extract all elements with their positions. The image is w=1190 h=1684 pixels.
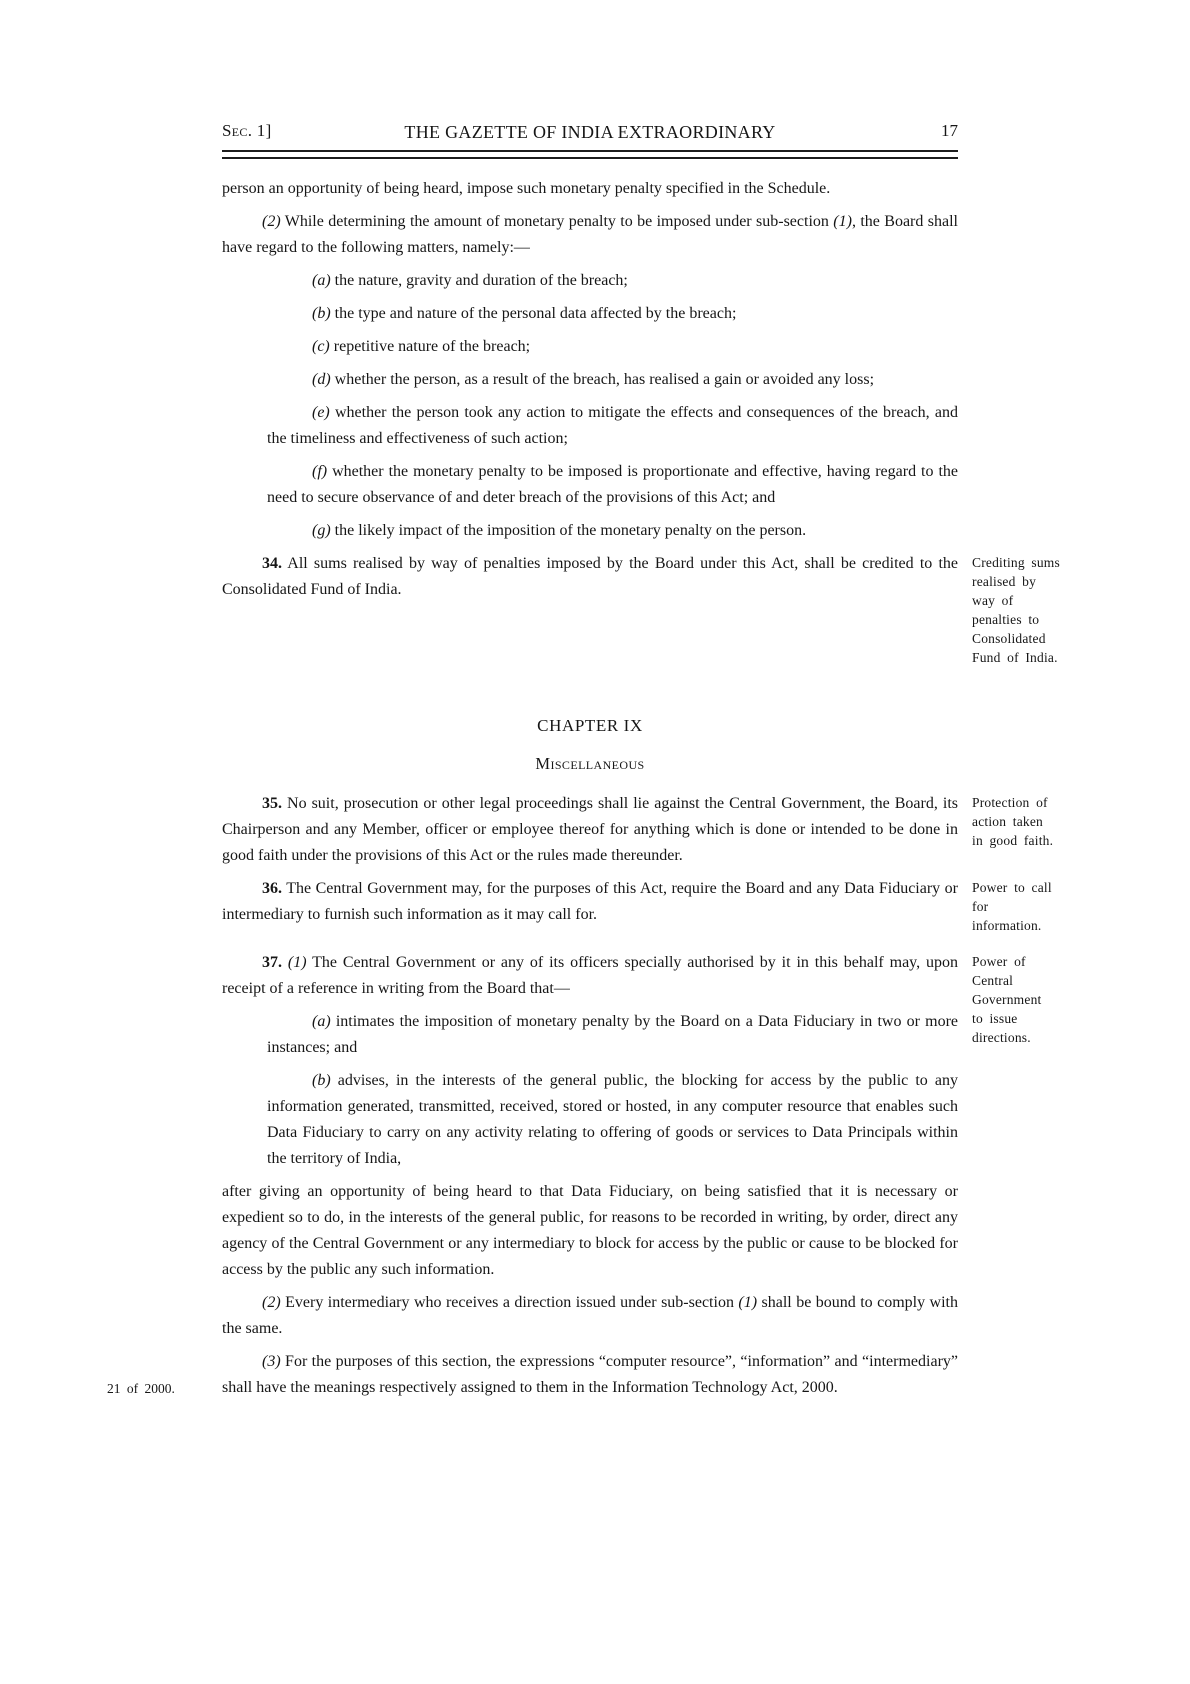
section-35-marginal-note-line: Protection of (972, 795, 1048, 810)
header-double-rule (222, 150, 958, 159)
clause-e-text (267, 400, 958, 452)
clause-f-segment: whether the monetary penalty to be imposed is proportionate and effective, having regard to the need to secure observance of and deter breach of the provisions of this Act; and (267, 463, 958, 506)
clause-b-segment: (b) (312, 305, 331, 322)
clause-g-text (267, 518, 958, 544)
clause-a (267, 268, 958, 294)
subsection-2-intro-segment: , the Board shall have regard to the following matters, namely:— (222, 213, 958, 256)
subsection-2-intro-segment: (1) (833, 213, 852, 230)
section-37-marginal-note-line: Power of (972, 954, 1026, 969)
section-35 (222, 791, 1054, 869)
clause-g-segment: the likely impact of the imposition of the monetary penalty on the person. (330, 522, 807, 539)
subsection-37-3-text (222, 1349, 958, 1401)
subsection-2-intro-text (222, 209, 958, 261)
clause-d-text (267, 367, 958, 393)
section-34-marginal-note (972, 553, 1092, 667)
subsection-37-2-text (222, 1290, 958, 1342)
clause-37-a-segment: intimates the imposition of monetary penalty by the Board on a Data Fiduciary in two or more instances; and (267, 1013, 958, 1056)
subsection-37-2-segment: shall be bound to comply with the same. (222, 1294, 959, 1337)
subsection-37-2-segment: (1) (738, 1294, 758, 1311)
subsection-2-intro-segment: (2) (262, 213, 281, 230)
clause-e-segment: (e) (312, 404, 330, 421)
clause-f-text (267, 459, 958, 511)
gazette-title: THE GAZETTE OF INDIA EXTRAORDINARY (404, 122, 776, 142)
section-36-marginal-note-line: Power to call (972, 880, 1052, 895)
page-continuation-paragraph (222, 176, 958, 202)
chapter-ix-subtitle-segment: Miscellaneous (535, 754, 645, 773)
section-36-segment: 36. (262, 880, 282, 897)
section-36-marginal-note-line: information. (972, 918, 1042, 933)
section-37-marginal-note-line: Central (972, 973, 1014, 988)
section-37-marginal-note-line: to issue (972, 1011, 1018, 1026)
section-35-segment: 35. (262, 795, 282, 812)
section-34-segment: All sums realised by way of penalties imposed by the Board under this Act, shall be credited to the Consolidated Fund of India. (222, 555, 958, 598)
section-34-marginal-note-line: Consolidated (972, 631, 1046, 646)
clause-e-segment: whether the person took any action to mitigate the effects and consequences of the breach, and the timeliness and effectiveness of such action; (267, 404, 958, 447)
clause-37-b-segment: advises, in the interests of the general public, the blocking for access by the public to any information generated, transmitted, received, stored or hosted, in any computer resource that enables such Data Fiduciary to carry on any activity relating to offering of goods or services to Data Principals within the territory of India, (267, 1072, 958, 1167)
section-37-segment: (1) (287, 954, 307, 971)
section-34-marginal-note-line: penalties to (972, 612, 1040, 627)
chapter-ix-subtitle-text (222, 751, 958, 777)
subsection-2-intro-segment: While determining the amount of monetary penalty to be imposed under sub-section (280, 213, 834, 230)
page-continuation-paragraph-segment: person an opportunity of being heard, impose such monetary penalty specified in the Schedule. (222, 180, 831, 197)
section-37-marginal-note-line: Government (972, 992, 1042, 1007)
section-34 (222, 551, 1060, 665)
clause-e (267, 400, 958, 452)
section-37-marginal-note-line: directions. (972, 1030, 1031, 1045)
section-37-closing-segment: after giving an opportunity of being heard to that Data Fiduciary, on being satisfied that it is necessary or expedient so to do, in the interests of the general public, for reasons to be recorded in writing, by order, direct any agency of the Central Government or any intermediary to block for access by the public or cause to be blocked for access by the public any such information. (222, 1183, 958, 1278)
subsection-37-2-segment: (2) (262, 1294, 281, 1311)
clause-37-b (267, 1068, 958, 1172)
chapter-ix-heading (222, 713, 958, 739)
page-continuation-paragraph-text (222, 176, 958, 202)
subsection-37-3-segment: For the purposes of this section, the expressions “computer resource”, “information” and “intermediary” shall have the meanings respectively assigned to them in the Information Technology Act, 2000. (222, 1353, 958, 1396)
clause-37-a-segment: (a) (312, 1013, 331, 1030)
section-36-segment: The Central Government may, for the purposes of this Act, require the Board and any Data Fiduciary or intermediary to furnish such information as it may call for. (222, 880, 958, 923)
chapter-ix-subtitle (222, 751, 958, 777)
chapter-ix-heading-segment: CHAPTER IX (537, 716, 643, 735)
clause-c (267, 334, 958, 360)
clause-a-segment: the nature, gravity and duration of the breach; (330, 272, 628, 289)
section-34-text (222, 551, 958, 603)
clause-37-a-text (267, 1009, 958, 1061)
clause-37-a (267, 1009, 958, 1061)
section-37-marginal-note (972, 952, 1092, 1047)
clause-c-text (267, 334, 958, 360)
header-row (222, 120, 958, 145)
clause-d-segment: whether the person, as a result of the breach, has realised a gain or avoided any loss; (330, 371, 875, 388)
doc-body (107, 176, 1060, 1408)
section-36-marginal-note (972, 878, 1092, 935)
subsection-37-2-segment: Every intermediary who receives a direction issued under sub-section (280, 1294, 739, 1311)
subsection-37-3 (107, 1349, 958, 1401)
section-34-segment: 34. (262, 555, 282, 572)
section-marker: Sec. 1] (222, 121, 272, 140)
section-35-marginal-note (972, 793, 1092, 850)
clause-b (267, 301, 958, 327)
section-34-marginal-note-line: Crediting sums (972, 555, 1060, 570)
section-37-closing-text (222, 1179, 958, 1283)
page-number: 17 (941, 121, 958, 140)
clause-g-segment: (g) (312, 522, 331, 539)
subsection-2-intro (222, 209, 958, 261)
subsection-37-3-segment: (3) (262, 1353, 281, 1370)
page-header (222, 120, 958, 159)
section-35-marginal-note-line: action taken (972, 814, 1043, 829)
section-35-segment: No suit, prosecution or other legal proceedings shall lie against the Central Government, the Board, its Chairperson and any Member, officer or employee thereof for anything which is done or intended to be done in good faith under the provisions of this Act or the rules made thereunder. (222, 795, 958, 864)
clause-d-segment: (d) (312, 371, 331, 388)
section-34-marginal-note-line: Fund of India. (972, 650, 1058, 665)
section-36 (222, 876, 1052, 933)
section-34-marginal-note-line: way of (972, 593, 1014, 608)
subsection-37-3-citation-note: 21 of 2000. (107, 1381, 175, 1396)
section-35-text (222, 791, 958, 869)
subsection-37-2 (222, 1290, 958, 1342)
section-36-marginal-note-line: for (972, 899, 989, 914)
clause-37-b-segment: (b) (312, 1072, 331, 1089)
clause-f-segment: (f) (312, 463, 328, 480)
clause-d (267, 367, 958, 393)
clause-g (267, 518, 958, 544)
chapter-ix-heading-text (222, 713, 958, 739)
clause-f (267, 459, 958, 511)
section-36-text (222, 876, 958, 928)
section-37-text (222, 950, 958, 1002)
clause-37-b-text (267, 1068, 958, 1172)
section-37-closing (222, 1179, 958, 1283)
section-35-marginal-note-line: in good faith. (972, 833, 1054, 848)
clause-c-segment: (c) (312, 338, 330, 355)
clause-a-segment: (a) (312, 272, 331, 289)
section-37-segment: The Central Government or any of its officers specially authorised by it in this behalf may, upon receipt of a reference in writing from the Board that— (222, 954, 959, 997)
clause-b-text (267, 301, 958, 327)
section-37-segment: 37. (262, 954, 282, 971)
section-34-marginal-note-line: realised by (972, 574, 1037, 589)
clause-c-segment: repetitive nature of the breach; (329, 338, 531, 355)
clause-b-segment: the type and nature of the personal data affected by the breach; (330, 305, 737, 322)
clause-a-text (267, 268, 958, 294)
